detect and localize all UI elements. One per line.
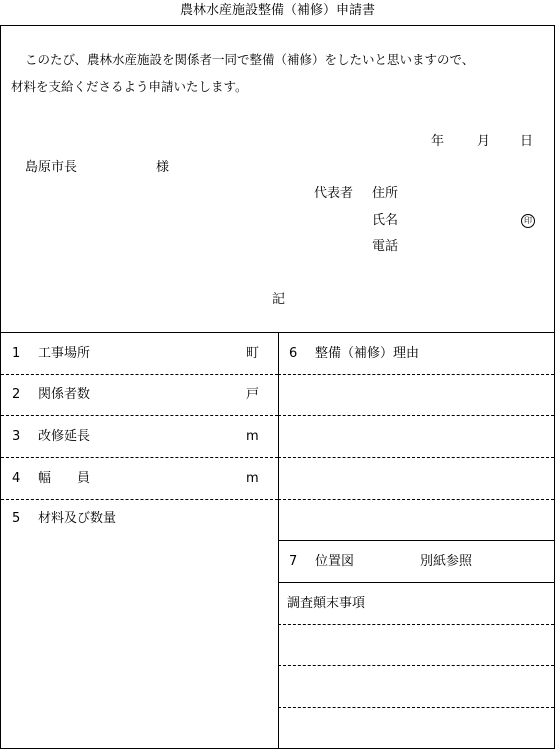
survey-line-3: [278, 707, 554, 708]
reason-line-4: [278, 499, 554, 500]
address-label: 住所: [372, 186, 399, 201]
location-bottom-line: [278, 582, 554, 583]
item-5-label: 材料及び数量: [38, 511, 117, 526]
item-2-divider: [1, 415, 278, 416]
name-label: 氏名: [372, 213, 399, 228]
date-day: 日: [520, 134, 534, 149]
location-label: 位置図: [315, 554, 355, 569]
location-top-line: [278, 540, 554, 541]
date-year: 年: [431, 134, 445, 149]
item-3-label: 改修延長: [38, 429, 91, 444]
reason-line-3: [278, 457, 554, 458]
reason-number: 6: [289, 346, 298, 361]
reason-line-2: [278, 415, 554, 416]
ki-heading: 記: [272, 292, 286, 307]
survey-line-1: [278, 624, 554, 625]
item-1-divider: [1, 374, 278, 375]
reason-line-1: [278, 374, 554, 375]
intro-line-1: このたび、農林水産施設を関係者一同で整備（補修）をしたいと思いますので、: [25, 52, 475, 67]
item-3-divider: [1, 457, 278, 458]
item-4-unit: m: [246, 471, 259, 486]
item-1-label: 工事場所: [38, 346, 91, 361]
item-5-number: 5: [12, 511, 21, 526]
reason-label: 整備（補修）理由: [315, 346, 420, 361]
intro-line-2: 材料を支給くださるよう申請いたします。: [11, 79, 248, 94]
item-4-label: 幅 員: [38, 471, 91, 486]
seal-mark-icon: 印: [521, 214, 535, 228]
item-4-number: 4: [12, 471, 21, 486]
item-2-number: 2: [12, 387, 21, 402]
location-number: 7: [289, 554, 298, 569]
form-title: 農林水産施設整備（補修）申請書: [179, 3, 375, 18]
application-form: [0, 25, 555, 749]
applicant-label: 代表者: [314, 186, 354, 201]
addressee-name: 島原市長: [25, 160, 78, 175]
location-note: 別紙参照: [420, 554, 473, 569]
item-2-unit: 戸: [246, 387, 260, 402]
survey-line-2: [278, 665, 554, 666]
survey-label: 調査顛末事項: [287, 596, 366, 611]
item-2-label: 関係者数: [38, 387, 91, 402]
date-month: 月: [477, 134, 491, 149]
item-3-number: 3: [12, 429, 21, 444]
addressee-honorific: 様: [156, 160, 170, 175]
item-3-unit: m: [246, 429, 259, 444]
phone-label: 電話: [372, 239, 399, 254]
item-1-unit: 町: [246, 346, 260, 361]
item-4-divider: [1, 499, 278, 500]
item-1-number: 1: [12, 346, 21, 361]
